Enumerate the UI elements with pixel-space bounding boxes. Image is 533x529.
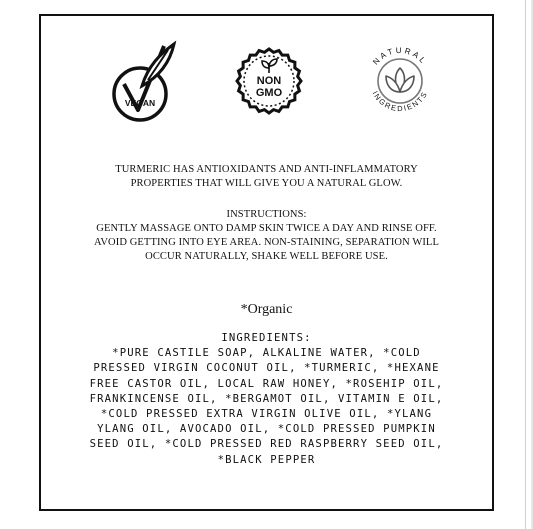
vegan-badge [104, 36, 180, 126]
ingredients-line: *PURE CASTILE SOAP, ALKALINE WATER, *COLD [112, 347, 421, 360]
ingredients [39, 331, 494, 468]
ingredients-line: FREE CASTOR OIL, LOCAL RAW HONEY, *ROSEHIP OIL, [89, 377, 444, 390]
non-gmo-line1: NON [256, 75, 282, 87]
lotus-leaf-icon [357, 38, 443, 124]
ingredients-line: *COLD PRESSED EXTRA VIRGIN OLIVE OIL, *YLANG [100, 408, 433, 421]
non-gmo-badge [235, 47, 303, 115]
svg-text:INGREDIENTS [371, 89, 430, 113]
vegan-check-leaf-icon [104, 36, 180, 126]
ingredients-arc-text: INGREDIENTS [370, 89, 430, 114]
page-edge-line [525, 0, 526, 529]
instructions-line: OCCUR NATURALLY, SHAKE WELL BEFORE USE. [145, 251, 388, 262]
ingredients-line: FRANKINCENSE OIL, *BERGAMOT OIL, VITAMIN E OIL, [89, 392, 444, 405]
description-line: TURMERIC HAS ANTIOXIDANTS AND ANTI-INFLAMMATORY [115, 164, 418, 175]
svg-text:NATURAL [371, 46, 429, 67]
ingredients-line: YLANG OIL, AVOCADO OIL, *COLD PRESSED PUMPKIN [97, 423, 436, 436]
non-gmo-line2: GMO [255, 87, 283, 99]
organic-note: *Organic [240, 302, 293, 317]
description [39, 163, 494, 191]
instructions-heading: INSTRUCTIONS: [226, 209, 307, 220]
ingredients-heading: INGREDIENTS: [221, 332, 312, 344]
description-line: PROPERTIES THAT WILL GIVE YOU A NATURAL GLOW. [130, 178, 403, 189]
natural-arc-text: NATURAL [371, 45, 429, 67]
instructions-line: AVOID GETTING INTO EYE AREA. NON-STAINING, SEPARATION WILL [94, 237, 439, 248]
instructions-line: GENTLY MASSAGE ONTO DAMP SKIN TWICE A DAY AND RINSE OFF. [96, 223, 437, 234]
ingredients-line: SEED OIL, *COLD PRESSED RED RASPBERRY SEED OIL, [89, 438, 444, 451]
ingredients-line: *BLACK PEPPER [217, 453, 316, 466]
ingredients-line: PRESSED VIRGIN COCONUT OIL, *TURMERIC, *HEXANE [93, 362, 440, 375]
natural-ingredients-badge [357, 38, 443, 124]
vegan-label: VEGAN [124, 98, 156, 108]
instructions [39, 208, 494, 264]
